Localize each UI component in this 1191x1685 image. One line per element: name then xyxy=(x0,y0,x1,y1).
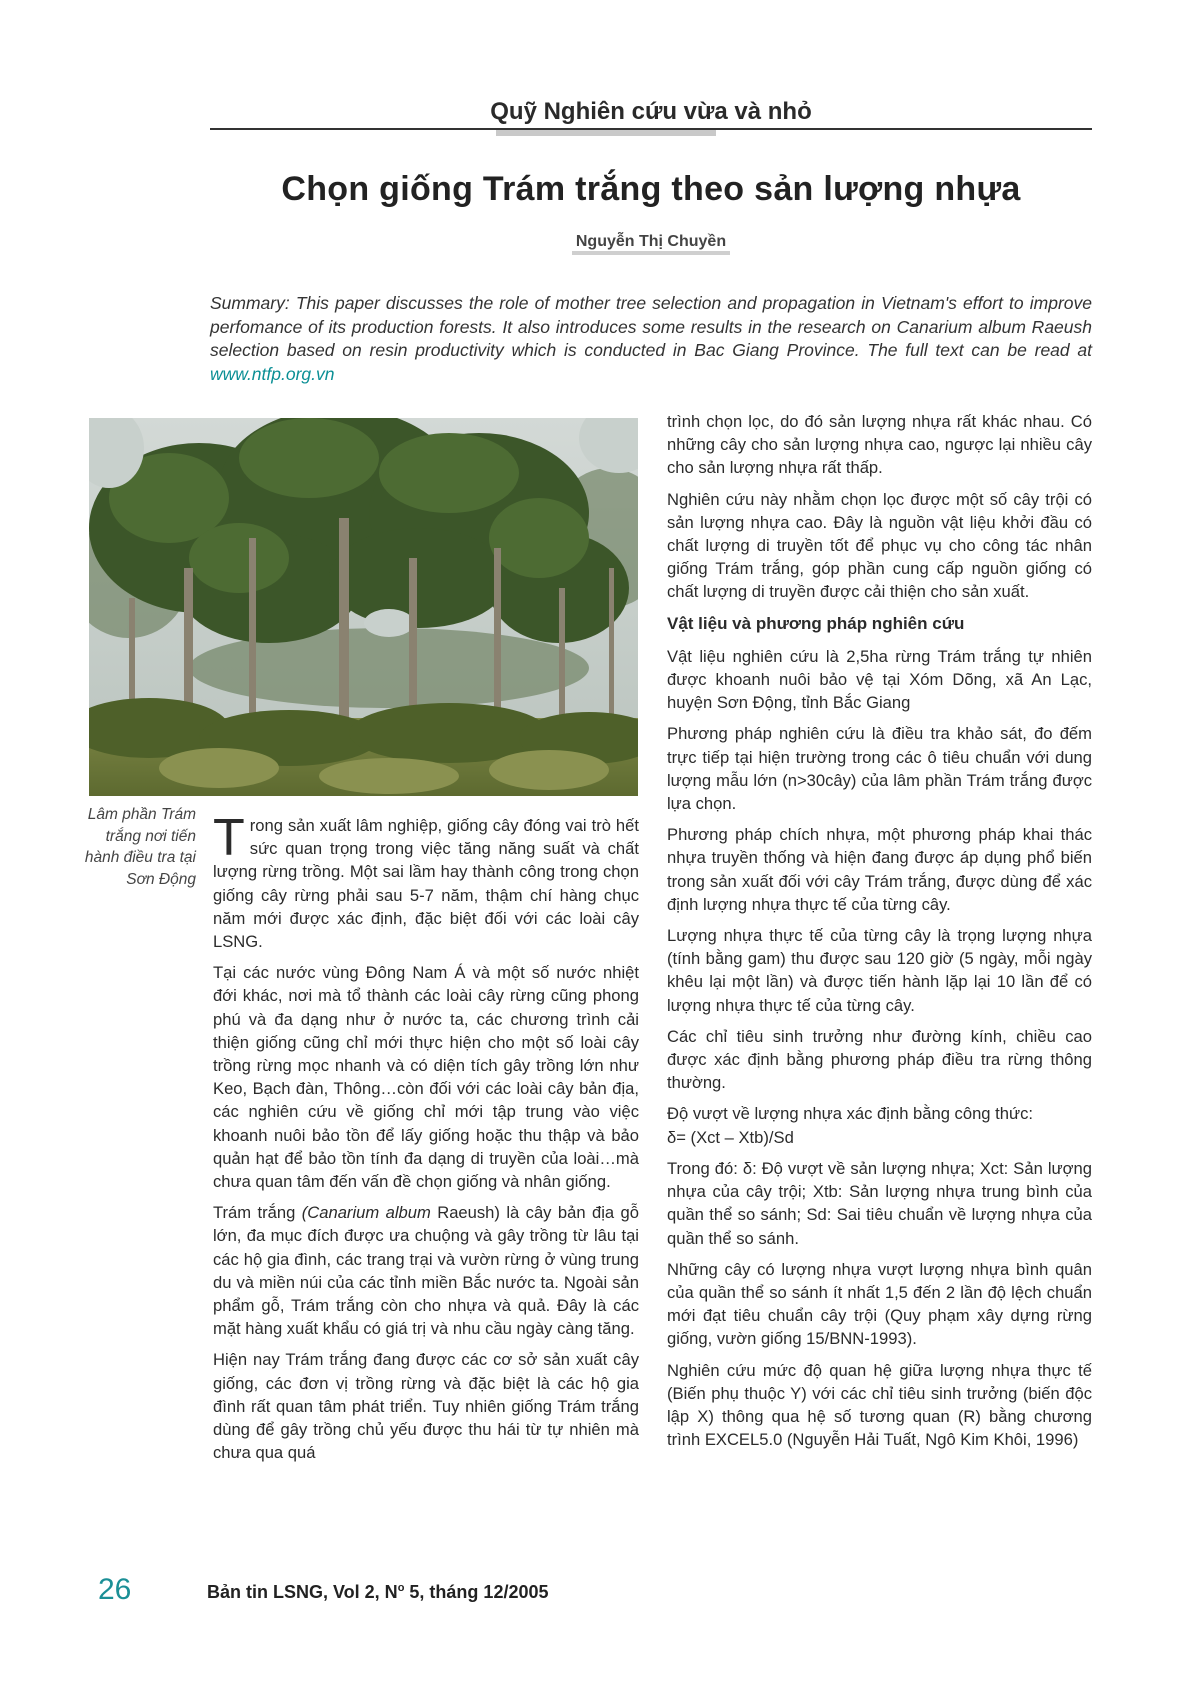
footer-sup: o xyxy=(397,1582,405,1594)
right-paragraph-5: Phương pháp chích nhựa, một phương pháp khai thác nhựa truyền thống và hiện đang được áp dụng phổ biến trong sản xuất đối với cây Trám trắng, được dùng để xác định lượng nhựa thực tế của từng cây. xyxy=(667,825,1092,914)
p3-text-a: Trám trắng xyxy=(213,1203,302,1223)
right-paragraph-3: Vật liệu nghiên cứu là 2,5ha rừng Trám trắng tự nhiên được khoanh nuôi bảo vệ tại Xóm Dõng, xã An Lạc, huyện Sơn Động, tỉnh Bắc Giang xyxy=(667,646,1092,713)
left-paragraph-4: Hiện nay Trám trắng đang được các cơ sở sản xuất cây giống, các đơn vị trồng rừng và đặc biệt là các hộ gia đình rất quan tâm phát triển. Tuy nhiên giống Trám trắng dùng để gây trồng chủ yếu được thu hái từ tự nhiên mà chưa qua quá xyxy=(213,1350,639,1463)
footer-pub-name: Bản tin LSNG, Vol 2, N xyxy=(207,1582,398,1602)
summary-text: Summary: This paper discusses the role of mother tree selection and propagation in Vietnam's effort to improve perfomance of its production forests. It also introduces some results in the research on Canarium album Raeush selection based on resin productivity which is conducted in Bac Giang Province. The full text can be read at xyxy=(210,293,1092,360)
forest-illustration xyxy=(89,418,638,796)
page-number: 26 xyxy=(98,1573,132,1606)
section-title: Quỹ Nghiên cứu vừa và nhỏ xyxy=(490,98,812,125)
author-name: Nguyễn Thị Chuyền xyxy=(572,233,730,255)
right-paragraph-11: Nghiên cứu mức độ quan hệ giữa lượng nhựa thực tế (Biến phụ thuộc Y) với các chỉ tiêu sinh trưởng (biến độc lập X) thông qua hệ số tương quan (R) bằng chương trình EXCEL5.0 (Nguyễn Hải Tuất, Ngô Kim Khôi, 1996) xyxy=(667,1360,1092,1450)
left-paragraph-3 xyxy=(213,1201,639,1340)
p3-species: (Canarium album xyxy=(301,1203,431,1223)
formula: δ= (Xct – Xtb)/Sd xyxy=(667,1127,794,1147)
right-paragraph-2: Nghiên cứu này nhằm chọn lọc được một số cây trội có sản lượng nhựa cao. Đây là nguồn vật liệu khởi đầu có chất lượng di truyền tốt để phục vụ cho công tác nhân giống Trám trắng, góp phần cung cấp nguồn giống có chất lượng di truyền được cải thiện cho sản xuất. xyxy=(667,489,1092,602)
article-title: Chọn giống Trám trắng theo sản lượng nhựa xyxy=(281,170,1021,208)
right-paragraph-8: Độ vượt về lượng nhựa xác định bằng công thức: xyxy=(667,1104,1034,1124)
drop-cap: T xyxy=(213,809,245,867)
footer-issue: 5, tháng 12/2005 xyxy=(404,1582,549,1602)
right-paragraph-6: Lượng nhựa thực tế của từng cây là trọng lượng nhựa (tính bằng gam) thu được sau 120 giờ (5 ngày, mỗi ngày khêu lại một lần) và được tiến hành lặp lại 10 lần để có lượng nhựa thực tế của từng cây. xyxy=(667,926,1092,1015)
methods-heading: Vật liệu và phương pháp nghiên cứu xyxy=(667,613,965,633)
intro-paragraph xyxy=(213,809,639,953)
section-rule xyxy=(210,128,1092,130)
figure-caption: Lâm phần Trám trắng nơi tiến hành điều tra tại Sơn Động xyxy=(84,806,196,888)
summary-link[interactable]: www.ntfp.org.vn xyxy=(210,363,335,384)
intro-text: rong sản xuất lâm nghiệp, giống cây đóng vai trò hết sức quan trọng trong việc tăng năng suất và chất lượng rừng trồng. Một sai lầm hay thành công trong chọn giống cây rừng phải sau 5-7 năm, thậm chí hàng chục năm mới được xác định, đặc biệt đối với các loài cây LSNG. xyxy=(213,816,639,952)
right-paragraph-9: Trong đó: δ: Độ vượt về sản lượng nhựa; Xct: Sản lượng nhựa của cây trội; Xtb: Sản lượng nhựa trung bình của quần thể so sánh; Sd: Sai tiêu chuẩn về lượng nhựa của quần thể so sánh. xyxy=(667,1158,1092,1248)
right-column xyxy=(667,410,1092,1459)
right-paragraph-4: Phương pháp nghiên cứu là điều tra khảo sát, đo đếm trực tiếp tại hiện trường trong các ô tiêu chuẩn với dung lượng mẫu lớn (n>30cây) của lâm phần Trám trắng được lựa chọn. xyxy=(667,724,1092,814)
left-column xyxy=(213,809,639,1472)
summary xyxy=(210,292,1092,386)
forest-photo xyxy=(89,418,638,796)
footer-publication xyxy=(207,1582,549,1603)
p3-text-b: Raeush) là cây bản địa gỗ lớn, đa mục đích được ưa chuộng và gây trồng từ lâu tại các hộ gia đình, các trang trại và vườn rừng ở vùng trung du và miền núi của các tỉnh miền Bắc nước ta. Ngoài sản phẩm gỗ, Trám trắng còn cho nhựa và quả. Đây là các mặt hàng xuất khẩu có giá trị và nhu cầu ngày càng tăng. xyxy=(213,1203,639,1339)
right-paragraph-10: Những cây có lượng nhựa vượt lượng nhựa bình quân của quần thể so sánh ít nhất 1,5 đến 2 lần độ lệch chuẩn mới đạt tiêu chuẩn cây trội (Quy phạm xây dựng rừng giống, vườn giống 15/BNN-1993). xyxy=(667,1259,1092,1349)
author xyxy=(210,233,1092,251)
right-paragraph-7: Các chỉ tiêu sinh trưởng như đường kính, chiều cao được xác định bằng phương pháp điều tra rừng thông thường. xyxy=(667,1026,1092,1093)
left-paragraph-2: Tại các nước vùng Đông Nam Á và một số nước nhiệt đới khác, nơi mà tổ thành các loài cây rừng cũng phong phú và đa dạng như ở nước ta, các chương trình cải thiện giống cũng chỉ mới thực hiện cho một số loài cây trồng rừng mọc nhanh và có diện tích gây trồng lớn như Keo, Bạch đàn, Thông…còn đối với các loài cây bản địa, các nghiên cứu về giống chỉ mới tập trung vào việc khoanh nuôi bảo tồn để lấy giống hoặc thu thập và bảo quản hạt để bảo tồn tính đa dạng di truyền của loài…mà chưa quan tâm đến vấn đề chọn giống và nhân giống. xyxy=(213,963,639,1192)
right-paragraph-1: trình chọn lọc, do đó sản lượng nhựa rất khác nhau. Có những cây cho sản lượng nhựa cao, ngược lại nhiều cây cho sản lượng nhựa rất thấp. xyxy=(667,412,1092,478)
